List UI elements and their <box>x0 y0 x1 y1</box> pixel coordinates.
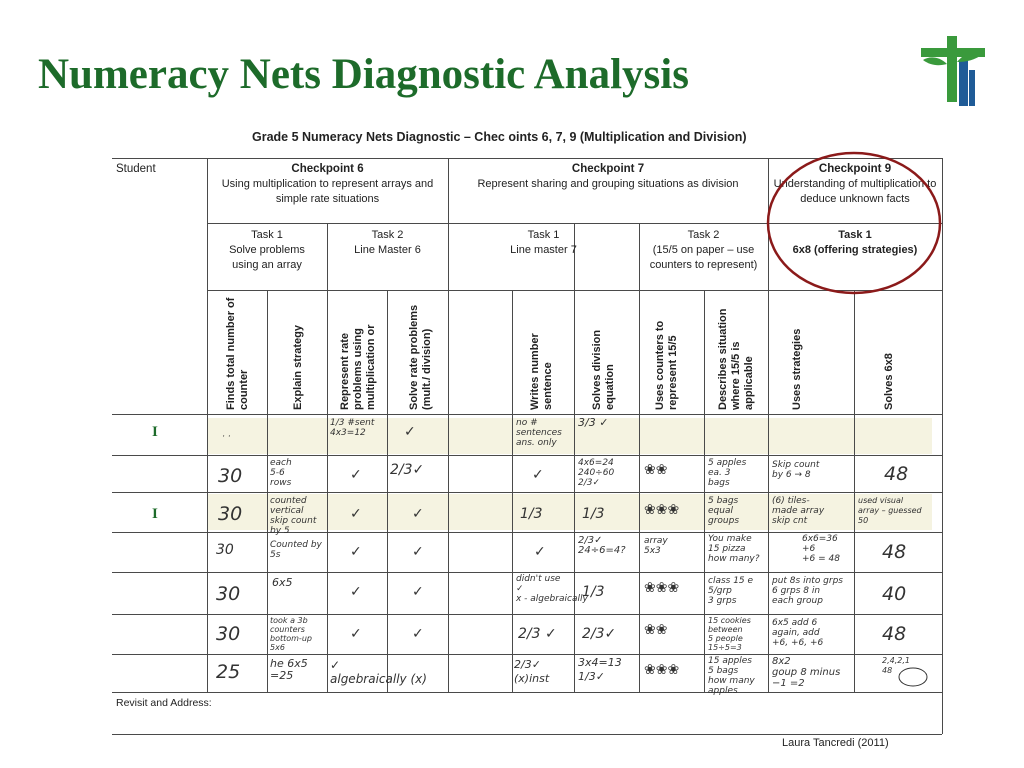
criterion-solve-rate: Solve rate problems (mult./ division) <box>408 304 433 410</box>
table-cell: 2,4,2,1 48 <box>882 656 910 675</box>
table-cell: 6x5 add 6 again, add +6, +6, +6 <box>772 618 824 648</box>
table-cell: each 5-6 rows <box>270 458 292 488</box>
table-cell: 6x6=36 +6 +6 = 48 <box>802 534 840 564</box>
credit-text: Laura Tancredi (2011) <box>782 737 889 749</box>
table-cell: ✓ algebraically (x) <box>330 658 427 686</box>
table-cell: 2/3✓ 24÷6=4? <box>578 535 626 556</box>
table-cell: 3x4=13 1/3✓ <box>578 656 622 683</box>
table-cell: ❀❀❀ <box>644 662 680 678</box>
criterion-finds-total: Finds total number of counter <box>225 297 250 410</box>
student-column-header: Student <box>116 163 156 175</box>
table-cell: ✓ <box>404 424 416 440</box>
table-cell: ✓ <box>412 544 424 560</box>
table-cell: 25 <box>216 661 241 683</box>
table-cell: 30 <box>218 465 243 487</box>
table-cell: 2/3✓ <box>390 462 425 478</box>
table-cell: 3/3 ✓ <box>578 416 609 429</box>
table-cell: 1/3 <box>582 506 605 522</box>
criterion-uses-counters: Uses counters to represent 15/5 <box>654 320 679 410</box>
table-cell: no # sentences ans. only <box>516 418 562 448</box>
table-cell: 40 <box>882 583 907 605</box>
cp7-task2-header: Task 2 (15/5 on paper – use counters to represent) <box>649 229 758 271</box>
table-cell: 2/3✓ <box>582 626 617 642</box>
cp6-task1-header: Task 1 Solve problems using an array <box>229 229 305 271</box>
cp6-task2-header: Task 2 Line Master 6 <box>354 229 421 256</box>
criterion-blank <box>457 292 497 410</box>
table-cell: array 5x3 <box>644 536 668 556</box>
sheet-title: Grade 5 Numeracy Nets Diagnostic – Chec oints 6, 7, 9 (Multiplication and Division) <box>252 130 747 144</box>
criterion-solves-division: Solves division equation <box>591 329 616 410</box>
table-cell: 15 cookies between 5 people 15÷5=3 <box>708 616 751 652</box>
table-cell: ❀❀❀ <box>644 502 680 518</box>
table-cell: (6) tiles- made array skip cnt <box>772 496 825 526</box>
criterion-describes-situation: Describes situation where 15/5 is applicable <box>716 308 755 410</box>
checkpoint-6-desc: Using multiplication to represent arrays and simple rate situations <box>221 178 434 205</box>
table-cell: ❀❀ <box>644 622 668 638</box>
table-cell: ✓ <box>534 544 546 560</box>
table-cell: · · <box>222 432 231 442</box>
table-cell: 6x5 <box>272 576 293 589</box>
table-cell: Skip count by 6 → 8 <box>772 460 820 480</box>
criterion-explain-strategy: Explain strategy <box>291 325 304 410</box>
table-cell: ✓ <box>350 506 362 522</box>
table-cell: used visual array – guessed 50 <box>858 496 922 525</box>
criterion-represent-rate: Represent rate problems using multiplication or <box>338 324 377 410</box>
table-cell: 2/3✓ (x)inst <box>514 658 550 685</box>
table-cell: ✓ <box>412 506 424 522</box>
cp9-task1-header: Task 1 6x8 (offering strategies) <box>792 229 918 256</box>
table-cell: 48 <box>882 623 907 645</box>
table-cell: ✓ <box>350 584 362 600</box>
checkpoint-9-desc: Understanding of multiplication to deduce unknown facts <box>773 178 937 205</box>
table-cell: put 8s into grps 6 grps 8 in each group <box>772 576 843 606</box>
table-cell: 30 <box>216 583 241 605</box>
table-cell: 4x6=24 240÷60 2/3✓ <box>578 458 615 488</box>
checkpoint-7-desc: Represent sharing and grouping situations as division <box>477 178 739 190</box>
table-cell: 15 apples 5 bags how many apples <box>708 656 755 696</box>
diagnostic-sheet <box>112 122 942 762</box>
table-cell: ❀❀ <box>644 462 668 478</box>
checkpoint-6-title: Checkpoint 6 <box>291 163 364 175</box>
table-cell: ✓ <box>350 544 362 560</box>
cp7-task1-header: Task 1 Line master 7 <box>510 229 577 256</box>
table-cell: 48 <box>884 463 909 485</box>
table-cell: 30 <box>218 503 243 525</box>
table-cell: 1/3 <box>520 506 543 522</box>
table-cell: counted vertical skip count by 5 <box>270 496 317 536</box>
cross-logo-icon <box>917 30 989 106</box>
criterion-writes-number-sentence: Writes number sentence <box>529 333 554 410</box>
table-cell: ✓ <box>532 467 544 483</box>
table-cell: You make 15 pizza how many? <box>708 534 760 564</box>
table-cell: 48 <box>882 541 907 563</box>
student-marker: I <box>152 424 158 440</box>
table-cell: didn't use ✓ x - algebraically <box>516 574 588 604</box>
checkpoint-9-title: Checkpoint 9 <box>818 163 892 175</box>
table-cell: ✓ <box>350 467 362 483</box>
table-cell: Counted by 5s <box>270 540 322 560</box>
student-marker: I <box>152 506 158 522</box>
table-cell: 1/3 <box>582 584 605 600</box>
table-cell: ✓ <box>412 584 424 600</box>
revisit-label: Revisit and Address: <box>116 697 212 709</box>
criterion-uses-strategies: Uses strategies <box>790 328 803 410</box>
checkpoint-7-title: Checkpoint 7 <box>571 163 645 175</box>
table-cell: ✓ <box>412 626 424 642</box>
table-cell: 2/3 ✓ <box>518 626 557 642</box>
highlight-band <box>207 418 932 454</box>
circled-answer <box>896 666 930 688</box>
table-cell: 8x2 goup 8 minus −1 =2 <box>772 656 841 689</box>
table-cell: he 6x5 =25 <box>270 657 308 682</box>
table-cell: took a 3b counters bottom-up 5x6 <box>270 616 312 652</box>
slide-title: Numeracy Nets Diagnostic Analysis <box>38 51 689 98</box>
checkpoint-9-circle <box>762 148 946 298</box>
table-cell: 5 bags equal groups <box>708 496 740 526</box>
table-cell: ❀❀❀ <box>644 580 680 596</box>
criterion-solves-6x8: Solves 6x8 <box>882 353 895 410</box>
table-cell: ✓ <box>350 626 362 642</box>
table-cell: 30 <box>216 623 241 645</box>
table-cell: class 15 e 5/grp 3 grps <box>708 576 754 606</box>
table-cell: 5 apples ea. 3 bags <box>708 458 747 488</box>
table-cell: 30 <box>216 542 234 558</box>
table-cell: 1/3 #sent 4x3=12 <box>330 418 375 438</box>
